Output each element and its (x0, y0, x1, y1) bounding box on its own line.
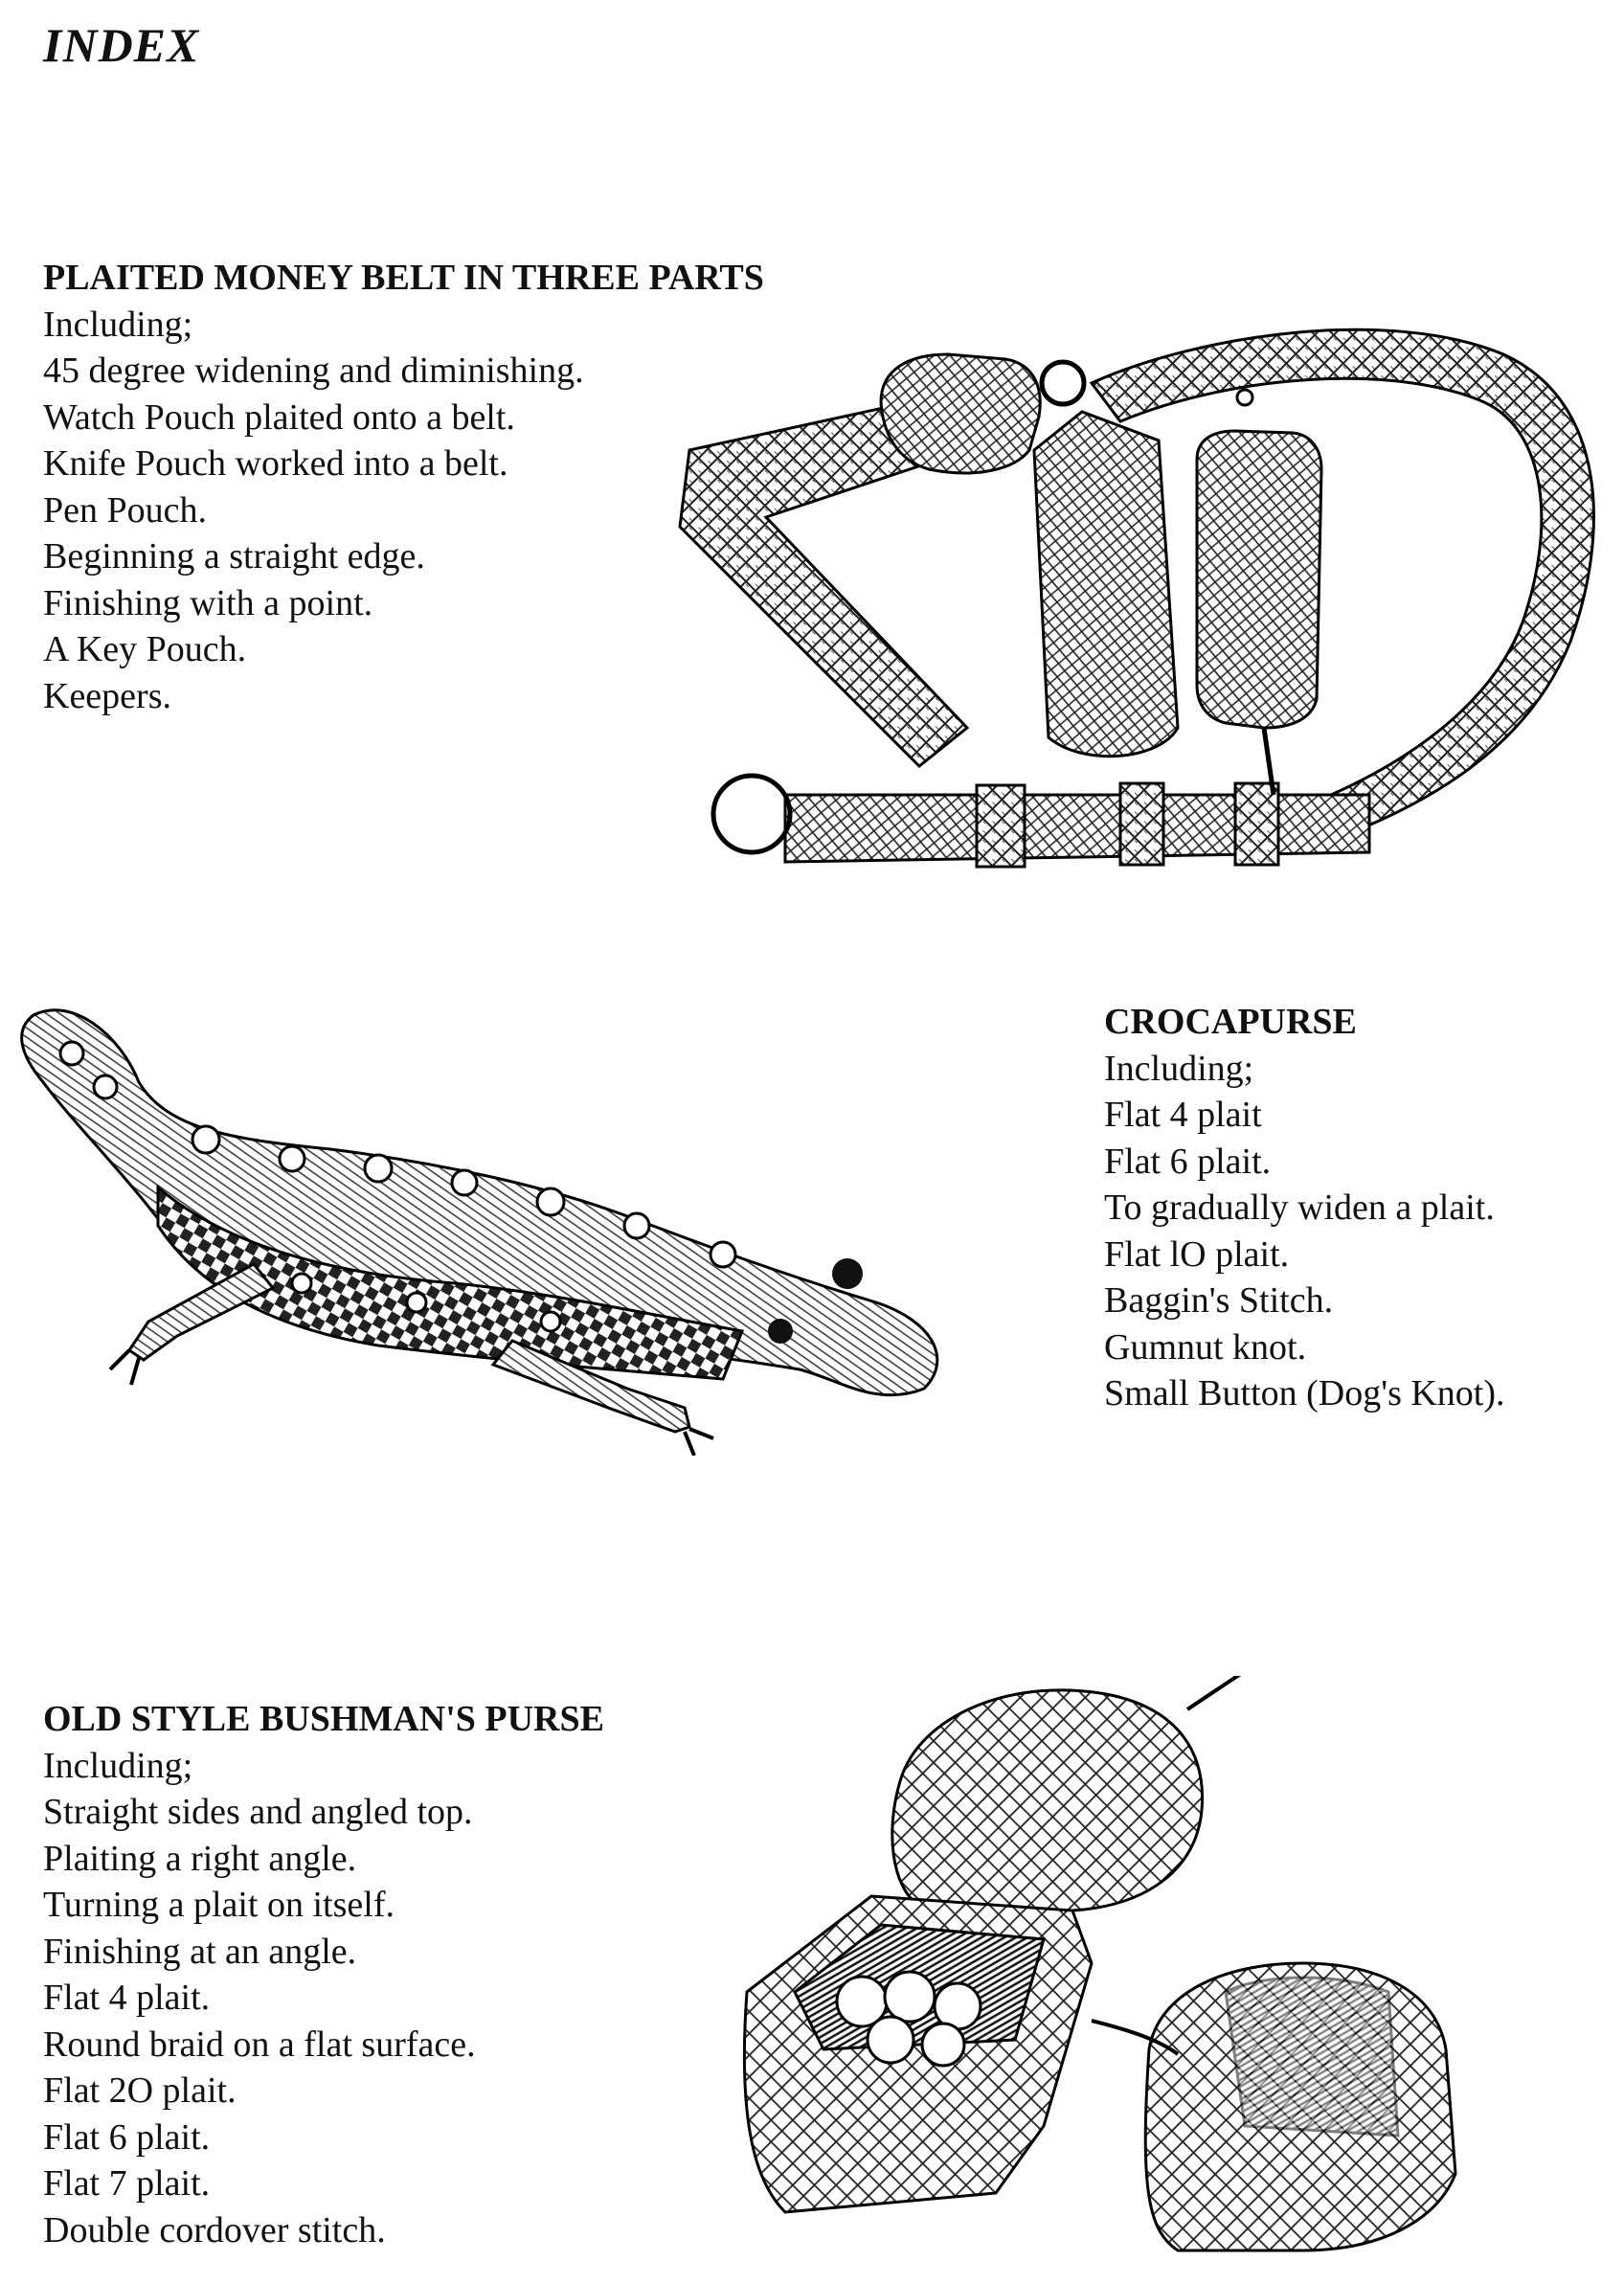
list-item: Double cordover stitch. (43, 2209, 386, 2250)
list-item: Turning a plait on itself. (43, 1885, 395, 1925)
list-item: Flat 6 plait. (43, 2116, 211, 2158)
section-heading: PLAITED MONEY BELT IN THREE PARTS (43, 258, 764, 298)
list-item: Flat 6 plait. (1104, 1141, 1272, 1182)
section-intro: Including; (43, 1745, 193, 1786)
list-item: Keepers. (43, 675, 171, 716)
section-heading: CROCAPURSE (1104, 1002, 1357, 1042)
list-item: A Key Pouch. (43, 629, 247, 669)
list-item: Beginning a straight edge. (43, 536, 425, 577)
list-item: 45 degree widening and diminishing. (43, 351, 584, 391)
section-intro: Including; (43, 304, 193, 345)
list-item: Flat 2O plait. (43, 2070, 237, 2111)
list-item: Flat 4 plait (1104, 1095, 1262, 1135)
section-items (43, 348, 764, 719)
section-items (43, 1789, 604, 2253)
section-heading: OLD STYLE BUSHMAN'S PURSE (43, 1699, 604, 1739)
list-item: Flat 4 plait. (43, 1978, 211, 2018)
list-item: Finishing with a point. (43, 582, 373, 623)
page-title: INDEX (43, 18, 200, 72)
list-item: Finishing at an angle. (43, 1931, 357, 1972)
section-money-belt (43, 255, 764, 719)
list-item: Round braid on a flat surface. (43, 2024, 476, 2065)
list-item: Baggin's Stitch. (1104, 1280, 1334, 1321)
section-crocapurse (1104, 999, 1505, 1417)
section-intro: Including; (1104, 1048, 1254, 1089)
section-bushmans-purse (43, 1696, 604, 2253)
list-item: Pen Pouch. (43, 489, 207, 531)
list-item: To gradually widen a plait. (1104, 1187, 1495, 1228)
list-item: Plaiting a right angle. (43, 1838, 357, 1879)
bushmans-purse-illustration (728, 1676, 1551, 2270)
section-items (1104, 1092, 1505, 1417)
list-item: Gumnut knot. (1104, 1326, 1307, 1368)
list-item: Knife Pouch worked into a belt. (43, 443, 508, 484)
list-item: Flat lO plait. (1104, 1233, 1290, 1275)
list-item: Flat 7 plait. (43, 2163, 211, 2204)
list-item: Straight sides and angled top. (43, 1792, 473, 1832)
list-item: Watch Pouch plaited onto a belt. (43, 396, 515, 438)
money-belt-illustration (661, 316, 1609, 900)
list-item: Small Button (Dog's Knot). (1104, 1373, 1505, 1413)
crocapurse-illustration (14, 996, 962, 1456)
